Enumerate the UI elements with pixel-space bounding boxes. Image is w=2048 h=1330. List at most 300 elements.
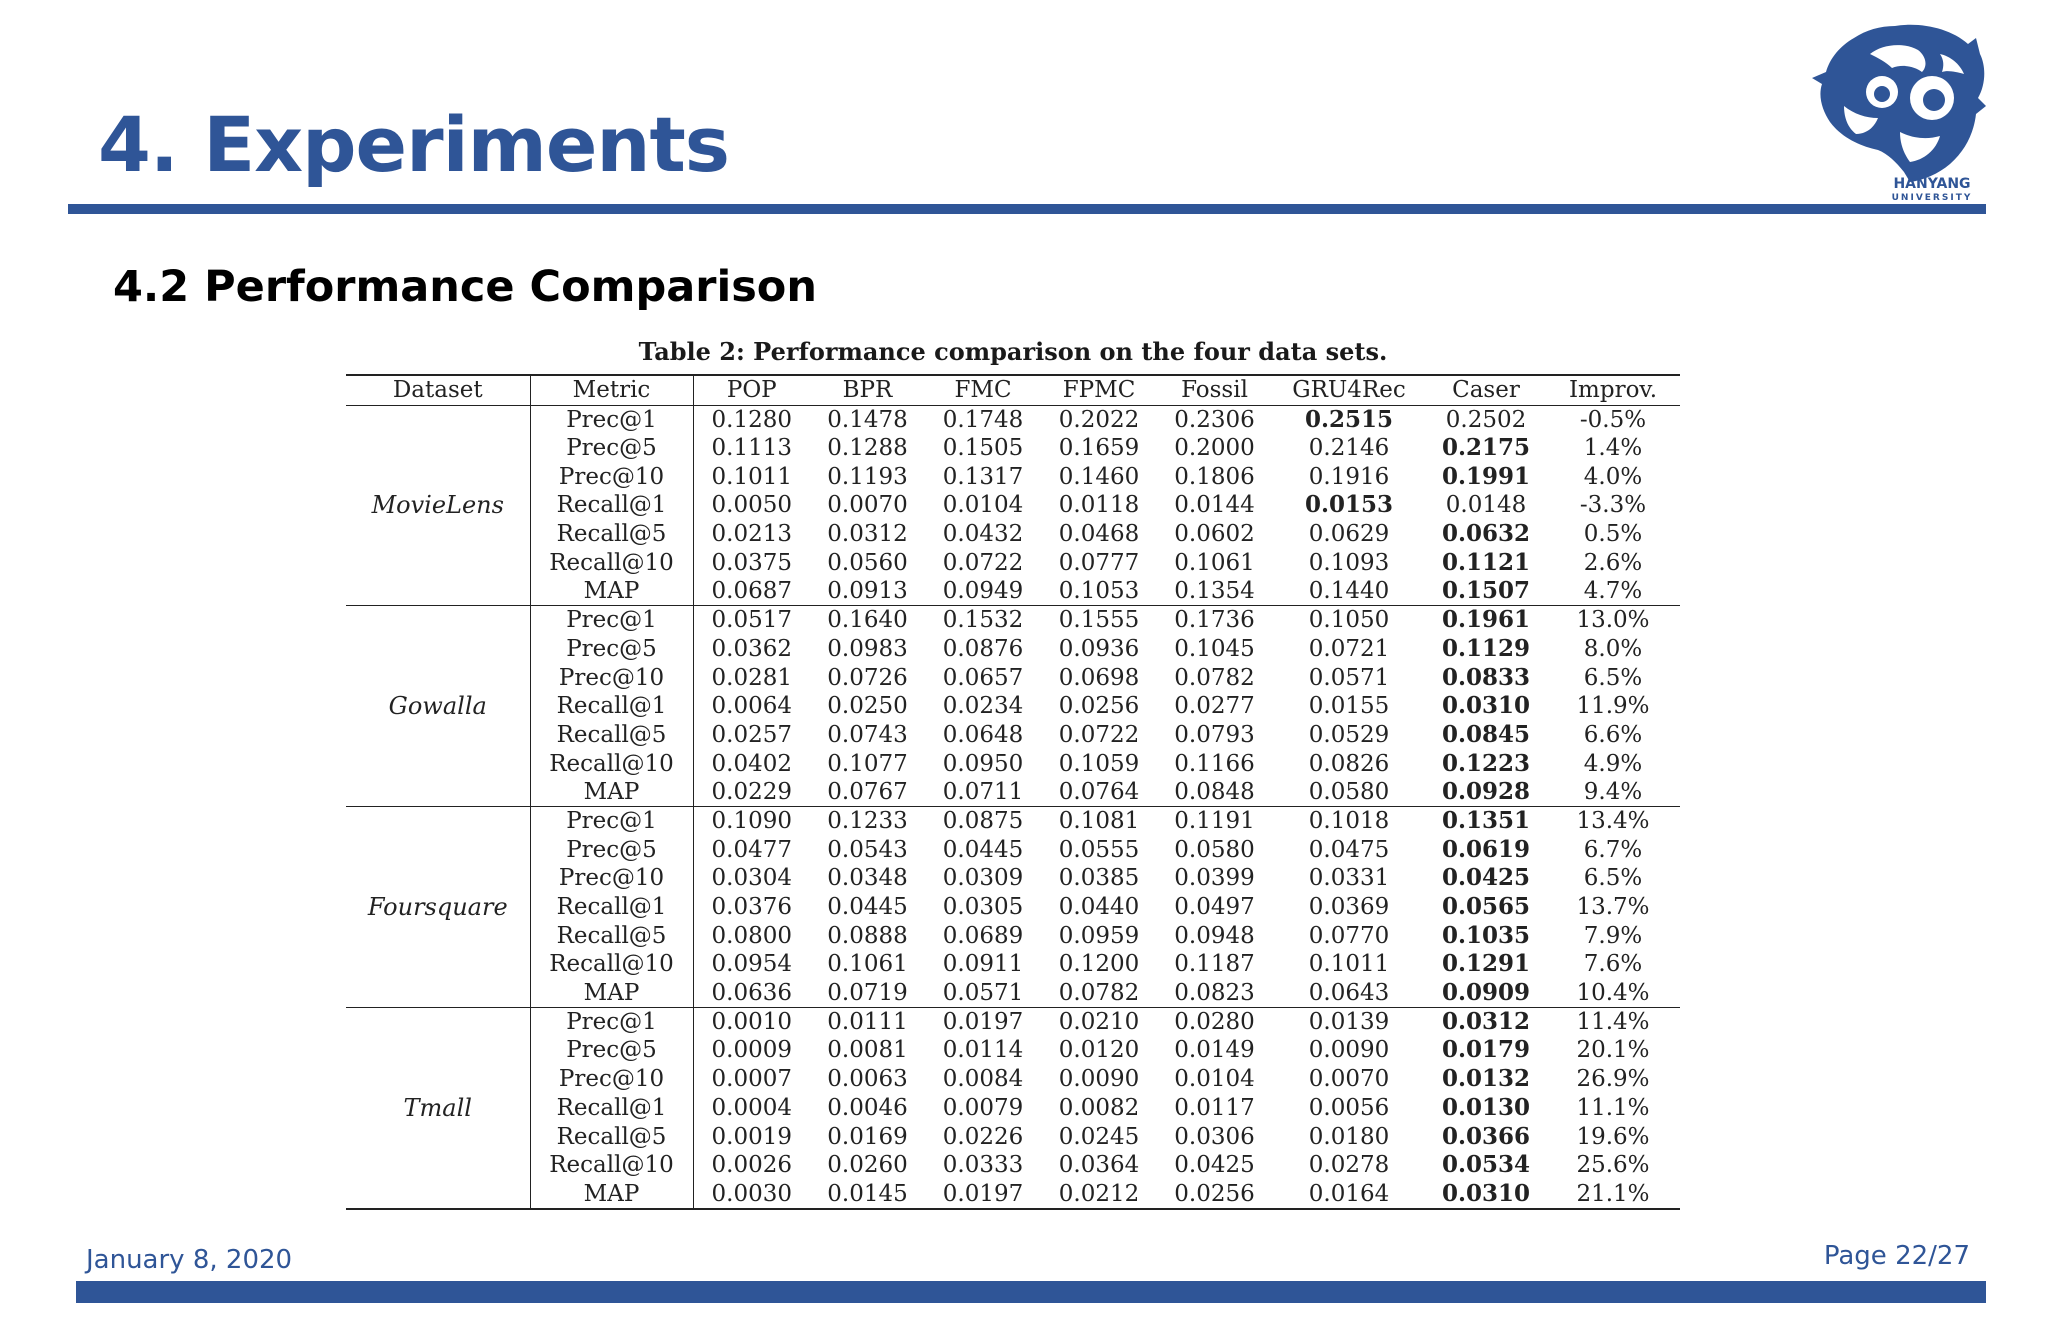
value-cell: 0.0571 [1308,664,1390,691]
metric-cell: Recall@5 [530,921,693,950]
table-row [346,950,1680,979]
improvement-cell: 9.4% [1583,779,1643,806]
table-row [346,548,1680,577]
table-row [346,606,1680,635]
value-cell: 0.1011 [711,463,792,490]
column-header: Metric [530,375,693,405]
value-cell: 0.0636 [711,979,792,1006]
value-cell: 0.1061 [827,951,908,978]
metric-cell: Recall@1 [530,893,693,922]
table-row [346,405,1680,434]
improvement-cell: 6.5% [1583,664,1643,691]
value-cell: 0.0070 [1308,1066,1390,1093]
improvement-cell: 10.4% [1576,979,1650,1006]
improvement-cell: 6.7% [1583,836,1643,863]
value-cell: 0.1640 [810,606,925,635]
improvement-cell: 13.7% [1576,894,1650,921]
metric-cell: Prec@1 [530,807,693,836]
value-cell: 0.0517 [693,606,810,635]
value-cell: 0.0090 [1308,1037,1390,1064]
value-cell: 0.1011 [1308,951,1390,978]
value-cell: 0.1166 [1174,750,1255,777]
dataset-name: Gowalla [346,606,530,807]
section-heading: 4.2 Performance Comparison [113,262,817,312]
improvement-cell: 7.9% [1583,922,1643,949]
table-row [346,1065,1680,1094]
value-cell: 0.0104 [942,492,1024,519]
footer-date: January 8, 2020 [86,1245,293,1275]
value-cell: 0.0030 [711,1180,792,1207]
value-cell: 0.0312 [1426,1007,1546,1036]
value-cell: 0.0281 [711,664,792,691]
value-cell: 0.1478 [827,406,908,433]
table-row [346,1036,1680,1065]
value-cell: 0.0560 [827,549,908,576]
column-header: Fossil [1157,375,1272,405]
value-cell: 0.0764 [1058,779,1140,806]
value-cell: 0.0687 [711,578,792,605]
value-cell: 0.1291 [1441,950,1531,978]
value-cell: 0.0280 [1157,1007,1272,1036]
improvement-cell: 19.6% [1576,1123,1650,1150]
value-cell: 0.1121 [1441,548,1531,576]
value-cell: 0.2175 [1441,434,1531,462]
value-cell: 0.1059 [1058,750,1140,777]
value-cell: 0.0148 [1445,492,1527,519]
value-cell: 0.1045 [1174,635,1255,662]
value-cell: 0.0619 [1441,835,1531,863]
value-cell: 0.0213 [711,521,792,548]
value-cell: 0.0928 [1441,778,1531,806]
table-row [346,749,1680,778]
improvement-cell: 11.9% [1576,693,1650,720]
value-cell: 0.0629 [1308,521,1390,548]
value-cell: 0.0260 [827,1152,908,1179]
value-cell: 0.0823 [1174,979,1255,1006]
table-row [346,778,1680,807]
value-cell: 0.0257 [711,721,792,748]
metric-cell: Prec@1 [530,1007,693,1036]
dataset-group [346,807,1680,1008]
value-cell: 0.0632 [1441,520,1531,548]
value-cell: 0.0056 [1308,1094,1390,1121]
value-cell: 0.0369 [1308,894,1390,921]
value-cell: 0.0959 [1058,922,1140,949]
metric-cell: Prec@5 [530,835,693,864]
value-cell: 0.0164 [1308,1180,1390,1207]
table-row [346,921,1680,950]
value-cell: 0.0145 [827,1180,908,1207]
value-cell: 0.1093 [1308,549,1390,576]
page-number: Page 22/27 [1823,1241,1970,1271]
value-cell: 0.0155 [1308,693,1390,720]
value-cell: 0.0180 [1308,1123,1390,1150]
dataset-name: Foursquare [346,807,530,1008]
value-cell: 0.2000 [1174,435,1255,462]
value-cell: 0.0948 [1174,922,1255,949]
improvement-cell: 13.4% [1546,807,1680,836]
value-cell: 0.1507 [1441,577,1531,605]
value-cell: 0.1187 [1174,951,1255,978]
improvement-cell: 8.0% [1583,635,1643,662]
table-row [346,663,1680,692]
value-cell: 0.0310 [1441,1179,1531,1207]
value-cell: 0.1460 [1058,463,1140,490]
improvement-cell: 0.5% [1583,521,1643,548]
value-cell: 0.0010 [693,1007,810,1036]
value-cell: 0.2502 [1445,406,1527,433]
value-cell: 0.0497 [1174,894,1255,921]
value-cell: 0.1233 [810,807,925,836]
value-cell: 0.0090 [1058,1066,1140,1093]
value-cell: 0.0888 [827,922,908,949]
value-cell: 0.0721 [1308,635,1390,662]
value-cell: 0.0081 [827,1037,908,1064]
column-header: Improv. [1546,375,1680,405]
performance-table-container [346,334,1680,1210]
value-cell: 0.0312 [827,521,908,548]
table-row [346,577,1680,606]
table-row [346,462,1680,491]
improvement-cell: 20.1% [1576,1037,1650,1064]
value-cell: 0.0084 [942,1066,1024,1093]
value-cell: 0.0333 [942,1152,1024,1179]
metric-cell: Recall@10 [530,749,693,778]
performance-table [346,374,1680,1210]
value-cell: 0.1193 [827,463,908,490]
value-cell: 0.0306 [1174,1123,1255,1150]
value-cell: 0.0767 [827,779,908,806]
value-cell: 0.0277 [1174,693,1255,720]
value-cell: 0.0770 [1308,922,1390,949]
value-cell: 0.1351 [1426,807,1546,836]
metric-cell: Recall@1 [530,692,693,721]
slide-title: 4. Experiments [98,100,730,189]
value-cell: 0.1659 [1058,435,1140,462]
value-cell: 0.0026 [711,1152,792,1179]
improvement-cell: 6.6% [1583,721,1643,748]
value-cell: 0.0719 [827,979,908,1006]
value-cell: 0.0063 [827,1066,908,1093]
metric-cell: Recall@1 [530,1094,693,1123]
value-cell: 0.0070 [827,492,908,519]
value-cell: 0.0139 [1272,1007,1426,1036]
value-cell: 0.0304 [711,865,792,892]
value-cell: 0.0210 [1041,1007,1157,1036]
value-cell: 0.0305 [942,894,1024,921]
value-cell: 0.0375 [711,549,792,576]
value-cell: 0.0440 [1058,894,1140,921]
value-cell: 0.0555 [1058,836,1140,863]
value-cell: 0.0826 [1308,750,1390,777]
title-underline [68,204,1986,214]
value-cell: 0.0477 [711,836,792,863]
value-cell: 0.0475 [1308,836,1390,863]
metric-cell: Recall@1 [530,491,693,520]
value-cell: 0.1961 [1426,606,1546,635]
value-cell: 0.0911 [942,951,1024,978]
value-cell: 0.0117 [1174,1094,1255,1121]
metric-cell: Prec@5 [530,434,693,463]
value-cell: 0.1018 [1272,807,1426,836]
value-cell: 0.0936 [1058,635,1140,662]
value-cell: 0.0019 [711,1123,792,1150]
metric-cell: Prec@5 [530,1036,693,1065]
value-cell: 0.2022 [1058,406,1140,433]
improvement-cell: 1.4% [1583,435,1643,462]
value-cell: 0.0949 [942,578,1024,605]
metric-cell: Prec@10 [530,462,693,491]
table-row [346,721,1680,750]
value-cell: 0.0782 [1058,979,1140,1006]
value-cell: 0.0082 [1058,1094,1140,1121]
value-cell: 0.0722 [942,549,1024,576]
table-caption: Table 2: Performance comparison on the four data sets. [638,337,1388,366]
column-header: FMC [925,375,1041,405]
value-cell: 0.0845 [1441,720,1531,748]
value-cell: 0.1223 [1441,749,1531,777]
dataset-name: Tmall [346,1007,530,1208]
table-row [346,864,1680,893]
improvement-cell: 7.6% [1583,951,1643,978]
value-cell: 0.0245 [1058,1123,1140,1150]
value-cell: 0.1129 [1441,634,1531,662]
value-cell: 0.1440 [1308,578,1390,605]
value-cell: 0.1555 [1041,606,1157,635]
metric-cell: MAP [530,577,693,606]
lion-emblem-icon [1800,14,1990,204]
dataset-group [346,1007,1680,1208]
value-cell: 0.0179 [1441,1036,1531,1064]
value-cell: 0.0534 [1441,1151,1531,1179]
value-cell: 0.1806 [1174,463,1255,490]
value-cell: 0.0711 [942,779,1024,806]
value-cell: 0.1505 [942,435,1024,462]
value-cell: 0.0348 [827,865,908,892]
table-row [346,1122,1680,1151]
value-cell: 0.0425 [1441,864,1531,892]
value-cell: 0.1050 [1272,606,1426,635]
value-cell: 0.0310 [1441,692,1531,720]
value-cell: 0.0364 [1058,1152,1140,1179]
value-cell: 0.0004 [711,1094,792,1121]
metric-cell: Recall@5 [530,520,693,549]
logo-text-hanyang: HANYANG [1893,176,1971,192]
value-cell: 0.0009 [711,1037,792,1064]
value-cell: 0.0229 [711,779,792,806]
value-cell: 0.0689 [942,922,1024,949]
improvement-cell: 11.1% [1576,1094,1650,1121]
value-cell: 0.1317 [942,463,1024,490]
value-cell: 0.0777 [1058,549,1140,576]
value-cell: 0.0643 [1308,979,1390,1006]
value-cell: 0.1061 [1174,549,1255,576]
header-row [346,375,1680,405]
metric-cell: Prec@5 [530,635,693,664]
value-cell: 0.1077 [827,750,908,777]
value-cell: 0.0153 [1304,491,1394,519]
value-cell: 0.1081 [1041,807,1157,836]
value-cell: 0.0698 [1058,664,1140,691]
value-cell: 0.2306 [1174,406,1255,433]
value-cell: 0.1288 [827,435,908,462]
value-cell: 0.0149 [1174,1037,1255,1064]
value-cell: 0.0529 [1308,721,1390,748]
table-header [346,375,1680,405]
table-row [346,491,1680,520]
table-row [346,1180,1680,1209]
value-cell: 0.1532 [925,606,1041,635]
column-header: Caser [1426,375,1546,405]
value-cell: 0.0909 [1441,978,1531,1006]
value-cell: 0.0366 [1441,1122,1531,1150]
value-cell: 0.0543 [827,836,908,863]
metric-cell: Prec@10 [530,663,693,692]
value-cell: 0.0800 [711,922,792,949]
footer-bar [76,1281,1986,1303]
value-cell: 0.0120 [1058,1037,1140,1064]
value-cell: 0.0212 [1058,1180,1140,1207]
value-cell: 0.0226 [942,1123,1024,1150]
value-cell: 0.0648 [942,721,1024,748]
value-cell: 0.0950 [942,750,1024,777]
value-cell: 0.0278 [1308,1152,1390,1179]
value-cell: 0.0256 [1058,693,1140,720]
value-cell: 0.1354 [1174,578,1255,605]
value-cell: 0.0331 [1308,865,1390,892]
value-cell: 0.1736 [1157,606,1272,635]
value-cell: 0.0402 [711,750,792,777]
value-cell: 0.0362 [711,635,792,662]
table-row [346,434,1680,463]
value-cell: 0.1991 [1441,462,1531,490]
metric-cell: Prec@1 [530,606,693,635]
value-cell: 0.0848 [1174,779,1255,806]
improvement-cell: 6.5% [1583,865,1643,892]
value-cell: 0.0197 [925,1007,1041,1036]
value-cell: 0.0399 [1174,865,1255,892]
metric-cell: Prec@10 [530,1065,693,1094]
improvement-cell: 4.0% [1583,463,1643,490]
metric-cell: MAP [530,979,693,1008]
table-row [346,520,1680,549]
improvement-cell: 26.9% [1576,1066,1650,1093]
value-cell: 0.0580 [1174,836,1255,863]
value-cell: 0.0726 [827,664,908,691]
value-cell: 0.0064 [711,693,792,720]
improvement-cell: 13.0% [1546,606,1680,635]
column-header: BPR [810,375,925,405]
value-cell: 0.0376 [711,894,792,921]
table-row [346,1094,1680,1123]
value-cell: 0.0876 [942,635,1024,662]
value-cell: 0.2515 [1304,405,1394,433]
value-cell: 0.0169 [827,1123,908,1150]
value-cell: 0.1053 [1058,578,1140,605]
hanyang-university-logo [1800,14,1990,204]
logo-text-university: UNIVERSITY [1891,193,1973,203]
column-header: POP [693,375,810,405]
value-cell: 0.0130 [1441,1093,1531,1121]
value-cell: 0.0571 [942,979,1024,1006]
value-cell: 0.0046 [827,1094,908,1121]
value-cell: 0.0602 [1174,521,1255,548]
value-cell: 0.2146 [1308,435,1390,462]
metric-cell: MAP [530,778,693,807]
table-row [346,1151,1680,1180]
improvement-cell: -3.3% [1579,492,1647,519]
value-cell: 0.0118 [1058,492,1140,519]
metric-cell: Prec@10 [530,864,693,893]
value-cell: 0.1113 [711,435,792,462]
value-cell: 0.0234 [942,693,1024,720]
value-cell: 0.1748 [942,406,1024,433]
table-row [346,835,1680,864]
improvement-cell: 11.4% [1546,1007,1680,1036]
value-cell: 0.0111 [810,1007,925,1036]
value-cell: 0.0743 [827,721,908,748]
value-cell: 0.0007 [711,1066,792,1093]
value-cell: 0.0385 [1058,865,1140,892]
value-cell: 0.0432 [942,521,1024,548]
table-row [346,893,1680,922]
metric-cell: MAP [530,1180,693,1209]
metric-cell: Recall@10 [530,548,693,577]
value-cell: 0.0445 [942,836,1024,863]
value-cell: 0.0425 [1174,1152,1255,1179]
table-row [346,979,1680,1008]
value-cell: 0.0954 [711,951,792,978]
value-cell: 0.0104 [1174,1066,1255,1093]
value-cell: 0.0565 [1441,893,1531,921]
value-cell: 0.0197 [942,1180,1024,1207]
value-cell: 0.0983 [827,635,908,662]
value-cell: 0.0309 [942,865,1024,892]
improvement-cell: 25.6% [1576,1152,1650,1179]
value-cell: 0.1090 [693,807,810,836]
metric-cell: Recall@5 [530,721,693,750]
improvement-cell: 4.9% [1583,750,1643,777]
value-cell: 0.0657 [942,664,1024,691]
metric-cell: Prec@1 [530,405,693,434]
table-row [346,1007,1680,1036]
column-header: Dataset [346,375,530,405]
dataset-group [346,405,1680,606]
value-cell: 0.0722 [1058,721,1140,748]
improvement-cell: 4.7% [1583,578,1643,605]
dataset-name: MovieLens [346,405,530,606]
value-cell: 0.0050 [711,492,792,519]
value-cell: 0.1035 [1441,921,1531,949]
value-cell: 0.0256 [1174,1180,1255,1207]
value-cell: 0.0833 [1441,663,1531,691]
dataset-group [346,606,1680,807]
metric-cell: Recall@10 [530,950,693,979]
value-cell: 0.0782 [1174,664,1255,691]
value-cell: 0.1916 [1308,463,1390,490]
value-cell: 0.0132 [1441,1065,1531,1093]
improvement-cell: 2.6% [1583,549,1643,576]
value-cell: 0.0875 [925,807,1041,836]
value-cell: 0.0793 [1174,721,1255,748]
value-cell: 0.0079 [942,1094,1024,1121]
value-cell: 0.1191 [1157,807,1272,836]
value-cell: 0.0580 [1308,779,1390,806]
value-cell: 0.0445 [827,894,908,921]
value-cell: 0.0114 [942,1037,1024,1064]
value-cell: 0.1280 [711,406,792,433]
value-cell: 0.0144 [1174,492,1255,519]
